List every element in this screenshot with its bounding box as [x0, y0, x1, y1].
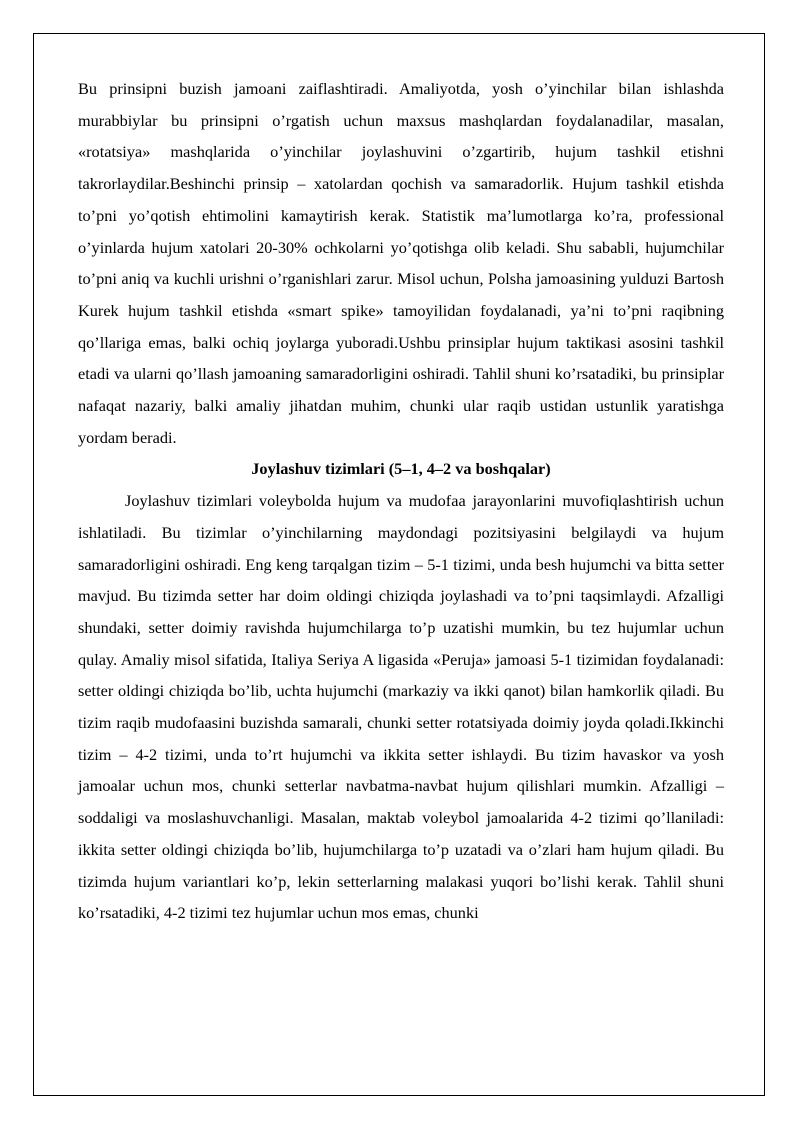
body-paragraph: Bu prinsipni buzish jamoani zaiflashtiradi. Amaliyotda, yosh o’yinchilar bilan ishlashda murabbiylar bu prinsipni o’rgatish uchun maxsus mashqlardan foydalanadilar, masalan, «rotatsiya» mashqlarida o’yinchilar joylashuvini o’zgartirib, hujum tashkil etishni takrorlaydilar.Beshinchi prinsip – xatolardan qochish va samaradorlik. Hujum tashkil etishda to’pni yo’qotish ehtimolini kamaytirish kerak. Statistik ma’lumotlarga ko’ra, professional o’yinlarda hujum xatolari 20-30% ochkolarni yo’qotishga olib keladi. Shu sababli, hujumchilar to’pni aniq va kuchli urishni o’rganishlari zarur. Misol uchun, Polsha jamoasining yulduzi Bartosh Kurek hujum tashkil etishda «smart spike» tamoyilidan foydalanadi, ya’ni to’pni raqibning qo’llariga emas, balki ochiq joylarga yuboradi.Ushbu prinsiplar hujum taktikasi asosini tashkil etadi va ularni qo’llash jamoaning samaradorligini oshiradi. Tahlil shuni ko’rsatadiki, bu prinsiplar nafaqat nazariy, balki amaliy jihatdan muhim, chunki ular raqib ustidan ustunlik yaratishga yordam beradi. — [78, 79, 724, 447]
document-body — [78, 73, 724, 929]
section-heading: Joylashuv tizimlari (5–1, 4–2 va boshqalar) — [251, 459, 551, 479]
body-paragraph: Joylashuv tizimlari voleybolda hujum va mudofaa jarayonlarini muvofiqlashtirish uchun ishlatiladi. Bu tizimlar o’yinchilarning maydondagi pozitsiyasini belgilaydi va hujum samaradorligini oshiradi. Eng keng tarqalgan tizim – 5-1 tizimi, unda besh hujumchi va bitta setter mavjud. Bu tizimda setter har doim oldingi chiziqda joylashadi va to’pni taqsimlaydi. Afzalligi shundaki, setter doimiy ravishda hujumchilarga to’p uzatishi mumkin, bu tez hujumlar uchun qulay. Amaliy misol sifatida, Italiya Seriya A ligasida «Peruja» jamoasi 5-1 tizimidan foydalanadi: setter oldingi chiziqda bo’lib, uchta hujumchi (markaziy va ikki qanot) bilan hamkorlik qiladi. Bu tizim raqib mudofaasini buzishda samarali, chunki setter rotatsiyada doimiy joyda qoladi.Ikkinchi tizim – 4-2 tizimi, unda to’rt hujumchi va ikkita setter ishlaydi. Bu tizim havaskor va yosh jamoalar uchun mos, chunki setterlar navbatma-navbat hujum qilishlari mumkin. Afzalligi – soddaligi va moslashuvchanligi. Masalan, maktab voleybol jamoalarida 4-2 tizimi qo’llaniladi: ikkita setter oldingi chiziqda bo’lib, hujumchilarga to’p uzatadi va o’zlari ham hujum qiladi. Bu tizimda hujum variantlari ko’p, lekin setterlarning malakasi yuqori bo’lishi kerak. Tahlil shuni ko’rsatadiki, 4-2 tizimi tez hujumlar uchun mos emas, chunki — [78, 491, 724, 923]
